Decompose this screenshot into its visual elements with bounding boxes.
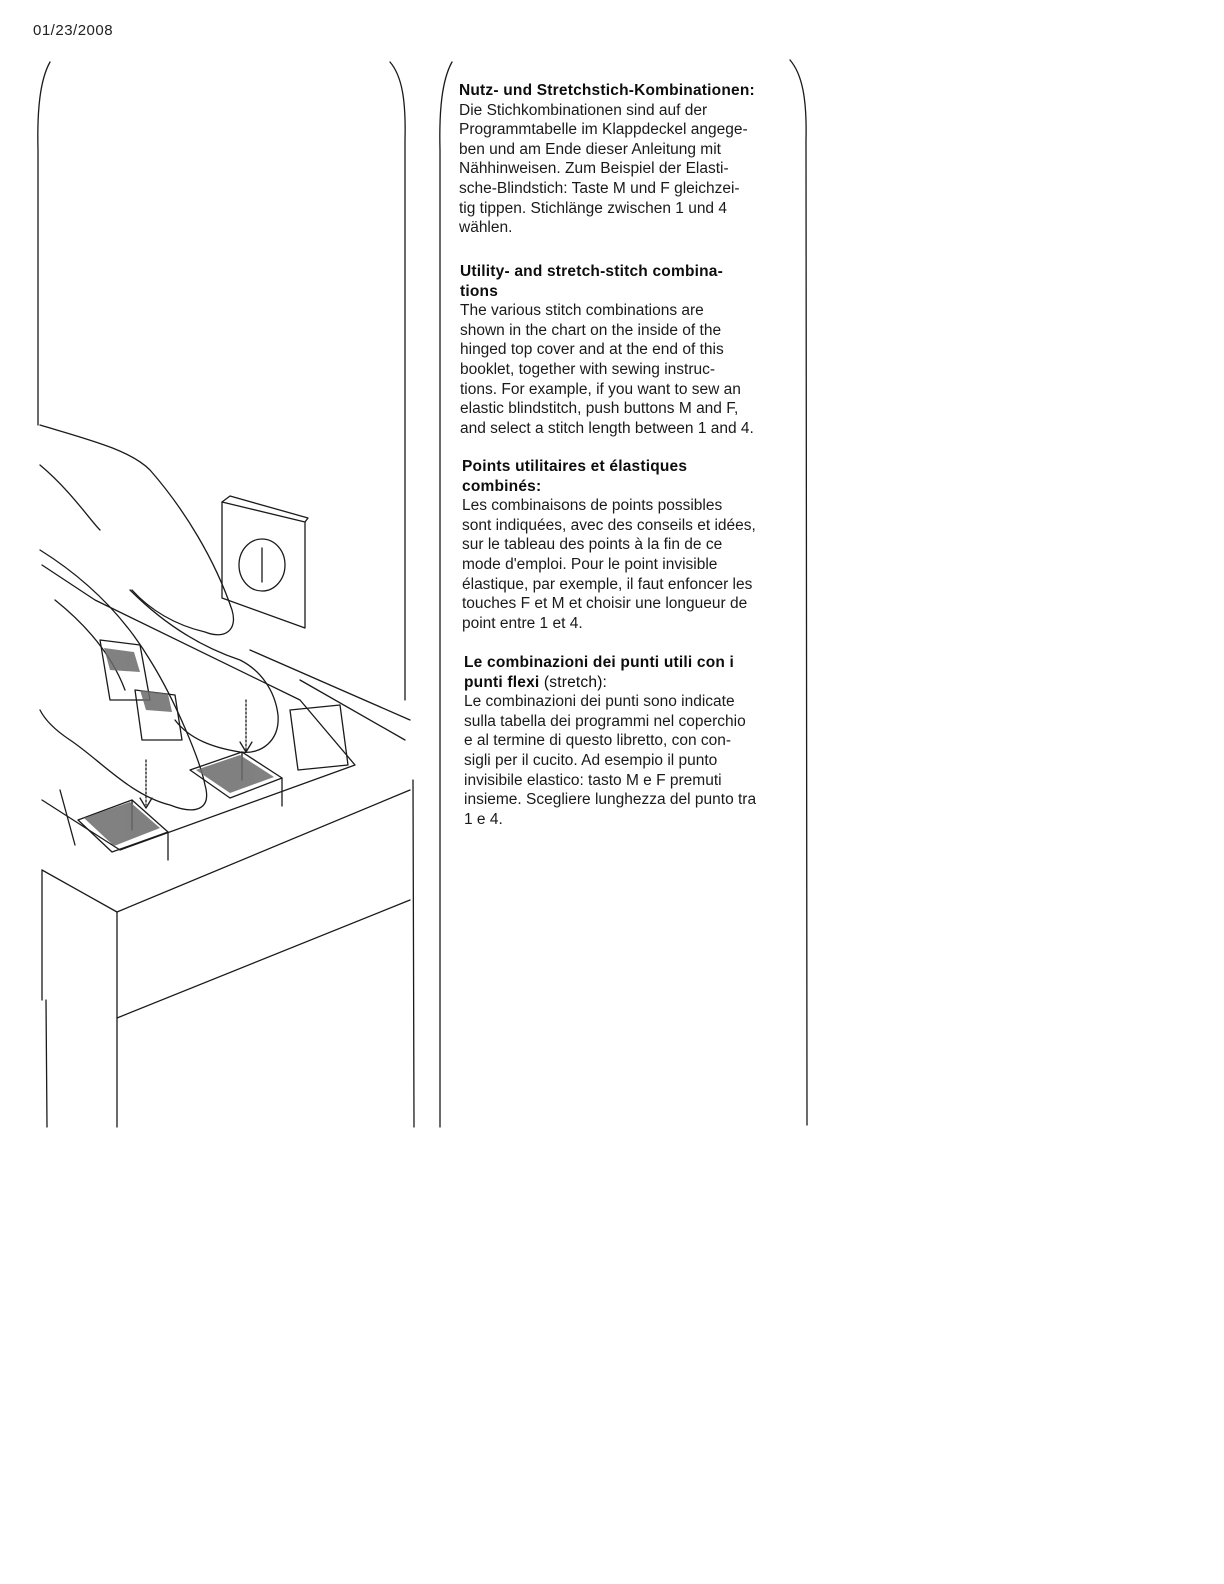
section-italian-title xyxy=(464,653,794,692)
section-german-body xyxy=(459,101,789,238)
text-panel xyxy=(430,0,820,1140)
illustration-panel xyxy=(0,0,430,1140)
title-line: Utility- and stretch-stitch combina- xyxy=(460,263,723,280)
title-line: Le combinazioni dei punti utili con i xyxy=(464,654,735,671)
section-english-body xyxy=(460,301,790,438)
title-line: tions xyxy=(460,282,499,300)
section-italian xyxy=(464,653,794,829)
section-german xyxy=(459,81,789,238)
section-german-title: Nutz- und Stretchstich-Kombinationen: xyxy=(459,82,755,99)
title-line: combinés: xyxy=(462,477,542,495)
text-line: elastic blindstitch, push buttons M and F, xyxy=(460,400,739,418)
title-line-bold: punti flexi xyxy=(464,673,540,691)
text-line: and select a stitch length between 1 and 4. xyxy=(460,419,754,437)
text-line: Programmtabelle im Klappdeckel angege- xyxy=(459,121,748,139)
text-line: sulla tabella dei programmi nel coperchio xyxy=(464,712,746,730)
title-line: Points utilitaires et élastiques xyxy=(462,458,688,475)
text-line: point entre 1 et 4. xyxy=(462,614,583,632)
text-line: wählen. xyxy=(459,219,513,237)
text-line: sche-Blindstich: Taste M und F gleichzei- xyxy=(459,179,740,197)
text-line: hinged top cover and at the end of this xyxy=(460,341,724,359)
text-line: sur le tableau des points à la fin de ce xyxy=(462,536,723,554)
scan-date: 01/23/2008 xyxy=(33,22,114,39)
text-line: 1 e 4. xyxy=(464,810,503,828)
text-line: ben und am Ende dieser Anleitung mit xyxy=(459,140,721,158)
text-line: Les combinaisons de points possibles xyxy=(462,497,723,515)
text-line: booklet, together with sewing instruc- xyxy=(460,360,716,378)
text-line: insieme. Scegliere lunghezza del punto tra xyxy=(464,791,757,809)
section-french-title xyxy=(462,457,792,496)
text-line: The various stitch combinations are xyxy=(460,302,704,320)
text-line: élastique, par exemple, il faut enfoncer les xyxy=(462,575,753,593)
section-french xyxy=(462,457,792,633)
section-french-body xyxy=(462,496,792,633)
hand-pressing-buttons-illustration xyxy=(0,0,430,1140)
text-line: tions. For example, if you want to sew an xyxy=(460,380,741,398)
text-line: Le combinazioni dei punti sono indicate xyxy=(464,693,735,711)
text-line: invisibile elastico: tasto M e F premuti xyxy=(464,771,722,789)
text-line: sigli per il cucito. Ad esempio il punto xyxy=(464,751,718,769)
section-italian-body xyxy=(464,692,794,829)
title-line-plain: (stretch): xyxy=(539,673,608,691)
text-line: touches F et M et choisir une longueur de xyxy=(462,595,748,613)
text-line: tig tippen. Stichlänge zwischen 1 und 4 xyxy=(459,199,727,217)
section-english-title xyxy=(460,262,790,301)
text-line: Die Stichkombinationen sind auf der xyxy=(459,101,708,119)
text-line: shown in the chart on the inside of the xyxy=(460,321,722,339)
text-line: mode d'emploi. Pour le point invisible xyxy=(462,555,718,573)
text-line: sont indiquées, avec des conseils et idées, xyxy=(462,516,756,534)
section-english xyxy=(460,262,790,438)
text-line: Nähhinweisen. Zum Beispiel der Elasti- xyxy=(459,160,729,178)
text-line: e al termine di questo libretto, con con- xyxy=(464,732,732,750)
